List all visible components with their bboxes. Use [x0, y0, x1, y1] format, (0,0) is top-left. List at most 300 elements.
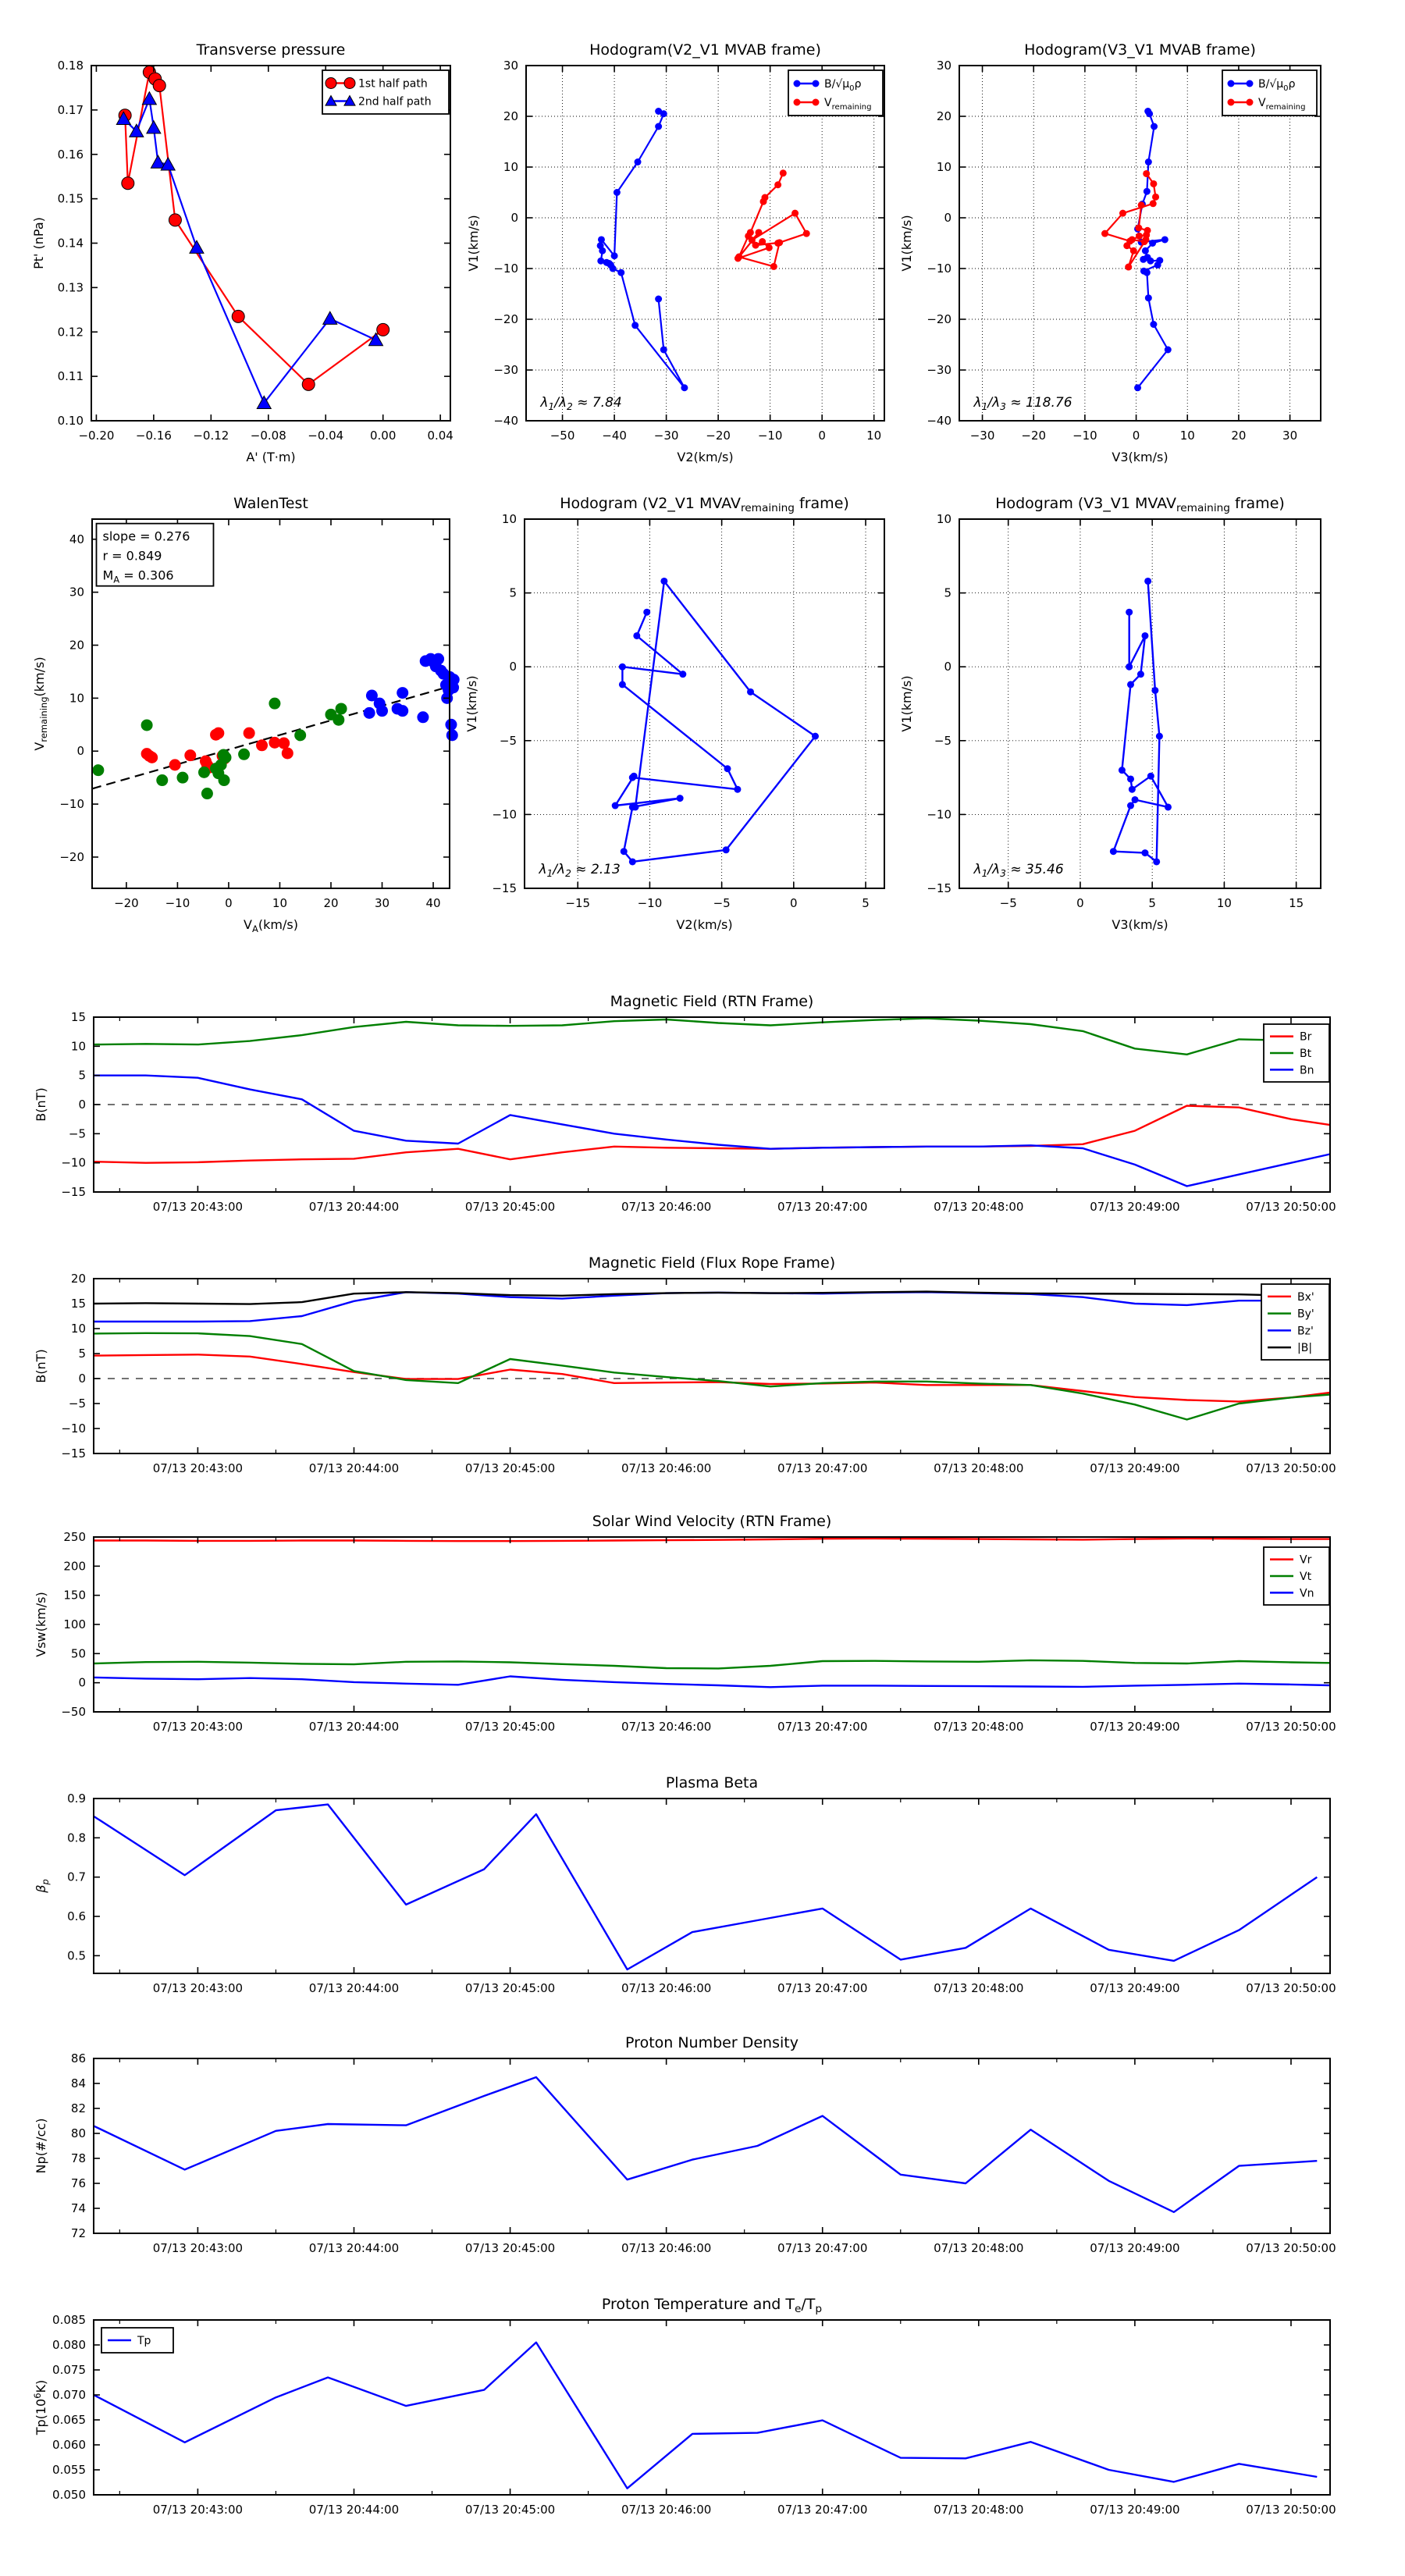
- y-tick-label: −5: [499, 733, 517, 748]
- x-tick-label: 07/13 20:46:00: [621, 1461, 712, 1475]
- y-tick-label: 10: [70, 1322, 86, 1336]
- annotation-text: $\lambda_1/\lambda_3 \approx 35.46$: [973, 861, 1064, 879]
- annotation-text: $\lambda_1/\lambda_3 \approx 118.76$: [973, 395, 1072, 413]
- legend-label: $B/√\mu_0\rho$: [824, 78, 862, 93]
- data-point: [1126, 664, 1133, 671]
- data-point: [813, 99, 820, 106]
- data-point: [791, 210, 799, 217]
- data-point: [1144, 227, 1151, 234]
- x-tick-label: 07/13 20:49:00: [1090, 1200, 1180, 1214]
- x-tick-label: 07/13 20:48:00: [934, 1200, 1024, 1214]
- chart-title: Transverse pressure: [196, 41, 346, 59]
- x-tick-label: 07/13 20:44:00: [308, 1461, 400, 1475]
- x-tick-label: 07/13 20:45:00: [464, 1461, 556, 1475]
- data-point: [1228, 99, 1235, 106]
- series-v-remaining: [735, 169, 810, 270]
- series-scatter-green: [92, 698, 347, 799]
- data-point: [1147, 258, 1154, 265]
- data-point: [122, 177, 134, 190]
- x-axis-label: V3(km/s): [1112, 450, 1168, 464]
- legend: [788, 70, 883, 116]
- x-tick-label: 07/13 20:43:00: [152, 1200, 244, 1214]
- x-axis-label: $V_A(km/s)$: [244, 917, 298, 934]
- annotation: [539, 395, 621, 412]
- data-point: [147, 121, 161, 133]
- series-line: [123, 99, 375, 404]
- legend-label: Bt: [1300, 1048, 1312, 1060]
- legend: [322, 70, 449, 114]
- y-tick-label: 74: [70, 2201, 86, 2215]
- data-point: [146, 752, 158, 763]
- series-line: [94, 1292, 1330, 1322]
- y-tick-label: 0.11: [57, 369, 84, 384]
- y-tick-label: 0.6: [67, 1909, 86, 1924]
- chart-hodogram-v3v1-mvab: [899, 41, 1321, 464]
- annotation-line: r = 0.849: [102, 548, 162, 564]
- chart-title: Proton Temperature and $T_e/T_p$: [601, 2296, 823, 2315]
- x-tick-label: −30: [969, 429, 995, 443]
- y-tick-label: −5: [934, 733, 951, 748]
- series-line: [94, 1660, 1330, 1669]
- annotation-line: slope = 0.276: [102, 528, 190, 544]
- x-tick-label: 10: [1179, 429, 1195, 443]
- x-tick-label: 07/13 20:50:00: [1246, 1720, 1336, 1734]
- data-point: [633, 632, 640, 639]
- data-point: [617, 269, 624, 276]
- data-point: [598, 236, 605, 243]
- data-point: [344, 78, 355, 89]
- chart-walen-test: [32, 495, 460, 934]
- data-point: [1141, 849, 1148, 856]
- data-point: [184, 749, 196, 761]
- x-tick-label: 10: [1216, 896, 1232, 910]
- data-point: [302, 378, 315, 390]
- y-tick-label: −5: [68, 1126, 86, 1141]
- data-point: [1123, 242, 1130, 249]
- data-point: [256, 739, 268, 751]
- chart-title: Proton Number Density: [625, 2034, 799, 2051]
- annotation-line: $M_A = 0.306$: [102, 568, 174, 585]
- y-tick-label: 20: [69, 638, 84, 653]
- y-tick-label: 0: [76, 744, 84, 759]
- x-tick-label: 07/13 20:46:00: [621, 1720, 712, 1734]
- x-tick-label: 07/13 20:45:00: [464, 1981, 556, 1995]
- y-tick-label: 15: [70, 1010, 86, 1024]
- x-tick-label: 07/13 20:49:00: [1090, 2503, 1180, 2517]
- series-line: [94, 1539, 1330, 1541]
- y-tick-label: 0.12: [57, 325, 84, 340]
- x-tick-label: −10: [757, 429, 783, 443]
- chart-magnetic-field-flux-rope: [34, 1254, 1336, 1475]
- data-point: [1140, 256, 1147, 263]
- data-point: [631, 773, 638, 780]
- data-point: [432, 653, 444, 665]
- y-tick-label: 10: [69, 691, 84, 706]
- y-axis-label: $Tp(10^6K)$: [32, 2379, 48, 2435]
- data-point: [156, 774, 168, 786]
- y-tick-label: 0.060: [52, 2438, 86, 2452]
- legend-label: 1st half path: [358, 77, 428, 91]
- y-tick-label: 0.055: [52, 2463, 86, 2477]
- data-point: [681, 384, 688, 391]
- ticks: [61, 1272, 1336, 1475]
- x-tick-label: 07/13 20:49:00: [1090, 2241, 1180, 2255]
- legend-label: $B/√\mu_0\rho$: [1258, 78, 1296, 93]
- data-point: [1228, 80, 1235, 87]
- data-point: [813, 80, 820, 87]
- legend-label: Tp: [137, 2335, 151, 2347]
- series-br: [94, 1106, 1330, 1163]
- legend-label: Vr: [1300, 1553, 1312, 1567]
- y-tick-label: 82: [70, 2101, 86, 2115]
- ticks: [52, 2313, 1336, 2517]
- data-point: [1145, 294, 1152, 301]
- y-tick-label: 30: [503, 59, 518, 73]
- series-line: [94, 1333, 1330, 1420]
- data-point: [1126, 609, 1133, 616]
- axes-frame: [94, 2058, 1330, 2233]
- x-tick-label: 07/13 20:48:00: [934, 2241, 1024, 2255]
- x-tick-label: −0.08: [250, 429, 286, 443]
- y-axis-label: V1(km/s): [464, 675, 479, 732]
- y-tick-label: 150: [63, 1588, 86, 1603]
- y-tick-label: −20: [493, 312, 518, 326]
- y-tick-label: 15: [70, 1297, 86, 1311]
- axes-frame: [94, 2320, 1330, 2495]
- x-tick-label: 10: [866, 429, 882, 443]
- y-tick-label: −40: [927, 414, 951, 428]
- x-tick-label: 07/13 20:44:00: [308, 1200, 400, 1214]
- chart-title: Plasma Beta: [665, 1774, 759, 1791]
- y-tick-label: −10: [492, 807, 517, 822]
- y-tick-label: −10: [61, 1155, 86, 1170]
- chart-title: Hodogram(V2_V1 MVAB frame): [589, 41, 821, 59]
- data-point: [1151, 123, 1158, 130]
- chart-hodogram-v3v1-mvav: [899, 495, 1321, 932]
- annotation-text: $\lambda_1/\lambda_2 \approx 7.84$: [540, 395, 622, 413]
- y-tick-label: −10: [493, 262, 518, 276]
- series-tp: [94, 2343, 1317, 2489]
- y-axis-label: V1(km/s): [466, 215, 481, 272]
- legend-label: |B|: [1297, 1342, 1313, 1355]
- x-tick-label: 0: [818, 429, 826, 443]
- y-tick-label: 5: [944, 585, 951, 600]
- data-point: [774, 181, 781, 188]
- y-tick-label: 0.13: [57, 280, 84, 295]
- data-point: [723, 846, 730, 853]
- x-tick-label: 07/13 20:43:00: [152, 1461, 244, 1475]
- x-tick-label: 20: [1231, 429, 1247, 443]
- data-point: [397, 687, 408, 699]
- legend-label: $V_{remaining}$: [1258, 97, 1306, 112]
- x-tick-label: −10: [637, 896, 663, 910]
- data-point: [333, 714, 344, 726]
- data-point: [294, 729, 306, 741]
- x-tick-label: 07/13 20:50:00: [1246, 1200, 1336, 1214]
- x-tick-label: 07/13 20:47:00: [777, 1461, 868, 1475]
- chart-title: Magnetic Field (RTN Frame): [610, 993, 814, 1010]
- data-point: [619, 664, 626, 671]
- x-tick-label: 07/13 20:46:00: [621, 2503, 712, 2517]
- x-tick-label: 07/13 20:46:00: [621, 2241, 712, 2255]
- x-axis-label: V2(km/s): [676, 917, 733, 932]
- x-axis-label: A' (T·m): [246, 450, 296, 464]
- x-tick-label: 07/13 20:45:00: [464, 2503, 556, 2517]
- annotation: [973, 862, 1064, 879]
- y-tick-label: 0.10: [57, 414, 84, 428]
- data-point: [749, 237, 756, 244]
- series-line: [94, 2077, 1317, 2212]
- series-line: [94, 1106, 1330, 1163]
- data-point: [635, 158, 642, 165]
- x-tick-label: 07/13 20:49:00: [1090, 1981, 1180, 1995]
- legend-label: $V_{remaining}$: [824, 97, 872, 112]
- chart-hodogram-v2v1-mvav: [464, 495, 884, 932]
- y-tick-label: 10: [70, 1039, 86, 1054]
- x-tick-label: 07/13 20:43:00: [152, 1720, 244, 1734]
- chart-solar-wind-velocity: [34, 1513, 1336, 1734]
- y-tick-label: −40: [493, 414, 518, 428]
- data-point: [780, 169, 787, 176]
- grid: [525, 519, 884, 888]
- data-point: [1144, 188, 1151, 195]
- x-tick-label: 07/13 20:50:00: [1246, 1461, 1336, 1475]
- legend: [1264, 1547, 1329, 1605]
- y-tick-label: 0: [944, 660, 951, 674]
- data-point: [794, 80, 801, 87]
- y-tick-label: 20: [936, 109, 951, 123]
- data-point: [1151, 687, 1158, 694]
- data-point: [219, 774, 230, 786]
- y-tick-label: 5: [509, 585, 517, 600]
- y-tick-label: −15: [927, 881, 951, 895]
- data-point: [1153, 858, 1160, 865]
- y-tick-label: 0.085: [52, 2313, 86, 2327]
- y-axis-label: B(nT): [34, 1349, 48, 1383]
- data-point: [794, 99, 801, 106]
- data-point: [269, 698, 280, 710]
- data-point: [1136, 233, 1143, 240]
- data-point: [376, 705, 388, 717]
- y-tick-label: −10: [59, 797, 84, 812]
- data-point: [629, 858, 636, 865]
- data-point: [1150, 200, 1157, 207]
- data-point: [1135, 225, 1142, 232]
- data-point: [1134, 384, 1141, 391]
- x-tick-label: 10: [272, 896, 288, 910]
- series-line: [94, 1292, 1330, 1304]
- x-tick-label: 07/13 20:47:00: [777, 1720, 868, 1734]
- data-point: [1125, 264, 1132, 271]
- y-axis-label: Pt' (nPa): [31, 217, 46, 269]
- series-vt: [94, 1660, 1330, 1669]
- y-tick-label: 200: [63, 1559, 86, 1574]
- data-point: [735, 255, 742, 262]
- data-point: [169, 759, 181, 770]
- chart-magnetic-field-rtn: [34, 993, 1336, 1214]
- axes-frame: [94, 1279, 1330, 1453]
- legend: [101, 2328, 173, 2353]
- data-point: [1101, 230, 1108, 237]
- series-vr: [94, 1539, 1330, 1541]
- y-tick-label: 5: [78, 1068, 86, 1083]
- data-point: [364, 707, 375, 719]
- x-tick-label: 20: [323, 896, 339, 910]
- legend-label: 2nd half path: [358, 95, 432, 109]
- series-line: [738, 173, 806, 267]
- x-tick-label: 5: [862, 896, 870, 910]
- data-point: [677, 795, 684, 802]
- chart-transverse-pressure: [31, 41, 454, 464]
- data-point: [1247, 99, 1254, 106]
- x-tick-label: 0: [225, 896, 233, 910]
- y-tick-label: −10: [927, 262, 951, 276]
- data-point: [1130, 247, 1137, 254]
- data-point: [1129, 786, 1136, 793]
- data-point: [1165, 347, 1172, 354]
- data-point: [760, 198, 767, 205]
- ticks: [71, 2051, 1336, 2255]
- chart-proton-temperature: [32, 2296, 1336, 2517]
- series-b-over-sqrt-mu0-rho: [597, 108, 688, 391]
- data-point: [220, 752, 232, 763]
- y-tick-label: −10: [61, 1421, 86, 1436]
- legend: [1264, 1024, 1329, 1082]
- y-tick-label: −20: [927, 312, 951, 326]
- x-tick-label: 07/13 20:48:00: [934, 2503, 1024, 2517]
- y-tick-label: 72: [70, 2226, 86, 2240]
- y-tick-label: −20: [59, 849, 84, 864]
- data-point: [1150, 321, 1157, 328]
- x-tick-label: 30: [374, 896, 390, 910]
- axes-frame: [94, 1799, 1330, 1973]
- data-point: [1137, 671, 1144, 678]
- x-tick-label: −30: [653, 429, 679, 443]
- y-tick-label: −15: [61, 1446, 86, 1461]
- x-tick-label: −20: [114, 896, 139, 910]
- x-tick-label: 07/13 20:43:00: [152, 1981, 244, 1995]
- legend-label: Br: [1300, 1030, 1312, 1044]
- data-point: [1156, 733, 1163, 740]
- y-axis-label: V1(km/s): [899, 675, 914, 732]
- y-tick-label: 0.14: [57, 236, 84, 251]
- x-tick-label: 0.00: [369, 429, 397, 443]
- y-tick-label: 0.18: [57, 59, 84, 73]
- data-point: [141, 719, 153, 731]
- y-axis-label: $V_{remaining}(km/s)$: [32, 656, 49, 751]
- x-tick-label: 07/13 20:50:00: [1246, 1981, 1336, 1995]
- x-tick-label: 07/13 20:50:00: [1246, 2241, 1336, 2255]
- ticks: [927, 512, 1321, 910]
- data-point: [610, 265, 617, 272]
- data-point: [1127, 681, 1134, 688]
- y-tick-label: 50: [70, 1646, 86, 1661]
- y-tick-label: 0: [510, 211, 518, 225]
- y-tick-label: −15: [61, 1185, 86, 1199]
- chart-title: Solar Wind Velocity (RTN Frame): [592, 1513, 832, 1530]
- y-tick-label: −30: [927, 363, 951, 377]
- data-point: [660, 110, 667, 117]
- annotation: [538, 862, 620, 879]
- data-point: [756, 229, 763, 236]
- y-tick-label: 0: [78, 1372, 86, 1386]
- x-tick-label: 07/13 20:50:00: [1246, 2503, 1336, 2517]
- x-tick-label: 15: [1289, 896, 1304, 910]
- data-point: [1143, 236, 1150, 243]
- series-1st-half-path: [119, 66, 389, 391]
- data-point: [812, 733, 819, 740]
- data-point: [643, 609, 650, 616]
- legend-label: Bn: [1300, 1064, 1314, 1077]
- axes-frame: [959, 519, 1321, 888]
- x-tick-label: 07/13 20:43:00: [152, 2503, 244, 2517]
- data-point: [655, 123, 662, 130]
- series-line: [94, 2343, 1317, 2489]
- data-point: [1141, 632, 1148, 639]
- y-axis-label: V1(km/s): [899, 215, 914, 272]
- series-line: [125, 73, 383, 385]
- legend: [1261, 1284, 1329, 1360]
- x-tick-label: −20: [706, 429, 731, 443]
- y-tick-label: 0: [78, 1675, 86, 1690]
- y-axis-label: Vsw(km/s): [34, 1592, 48, 1657]
- x-tick-label: −0.20: [78, 429, 115, 443]
- series-v-remaining-hodogram: [612, 578, 819, 865]
- y-tick-label: 20: [70, 1272, 86, 1286]
- data-point: [282, 747, 293, 759]
- x-tick-label: 07/13 20:46:00: [621, 1200, 712, 1214]
- x-tick-label: 07/13 20:44:00: [308, 2503, 400, 2517]
- x-tick-label: 07/13 20:45:00: [464, 1200, 556, 1214]
- series-v-remaining-hodogram: [1110, 578, 1172, 865]
- x-tick-label: 07/13 20:48:00: [934, 1461, 1024, 1475]
- y-tick-label: −30: [493, 363, 518, 377]
- data-point: [1127, 775, 1134, 782]
- x-tick-label: 07/13 20:44:00: [308, 1720, 400, 1734]
- grid: [959, 519, 1321, 888]
- y-tick-label: 30: [69, 585, 84, 600]
- data-point: [679, 671, 686, 678]
- data-point: [660, 347, 667, 354]
- data-point: [1147, 773, 1154, 780]
- y-tick-label: 0.9: [67, 1791, 86, 1806]
- data-point: [325, 78, 336, 89]
- y-tick-label: −10: [927, 807, 951, 822]
- y-tick-label: 76: [70, 2176, 86, 2190]
- data-point: [212, 728, 224, 739]
- y-axis-label: Np(#/cc): [34, 2118, 48, 2174]
- legend-label: Bz': [1297, 1325, 1314, 1338]
- y-tick-label: 0: [78, 1098, 86, 1112]
- series--b-: [94, 1292, 1330, 1304]
- data-point: [1110, 848, 1117, 855]
- annotation: [96, 524, 213, 586]
- data-point: [1132, 796, 1139, 803]
- data-point: [1138, 201, 1145, 208]
- x-tick-label: −5: [999, 896, 1017, 910]
- data-point: [1161, 236, 1168, 243]
- series-line: [1113, 582, 1168, 862]
- x-tick-label: 0: [790, 896, 798, 910]
- data-point: [766, 244, 773, 251]
- data-point: [445, 719, 457, 731]
- series-bn: [94, 1076, 1330, 1187]
- data-point: [759, 238, 766, 245]
- legend-label: By': [1297, 1308, 1314, 1321]
- y-tick-label: 78: [70, 2151, 86, 2165]
- x-tick-label: 07/13 20:49:00: [1090, 1720, 1180, 1734]
- data-point: [1165, 803, 1172, 810]
